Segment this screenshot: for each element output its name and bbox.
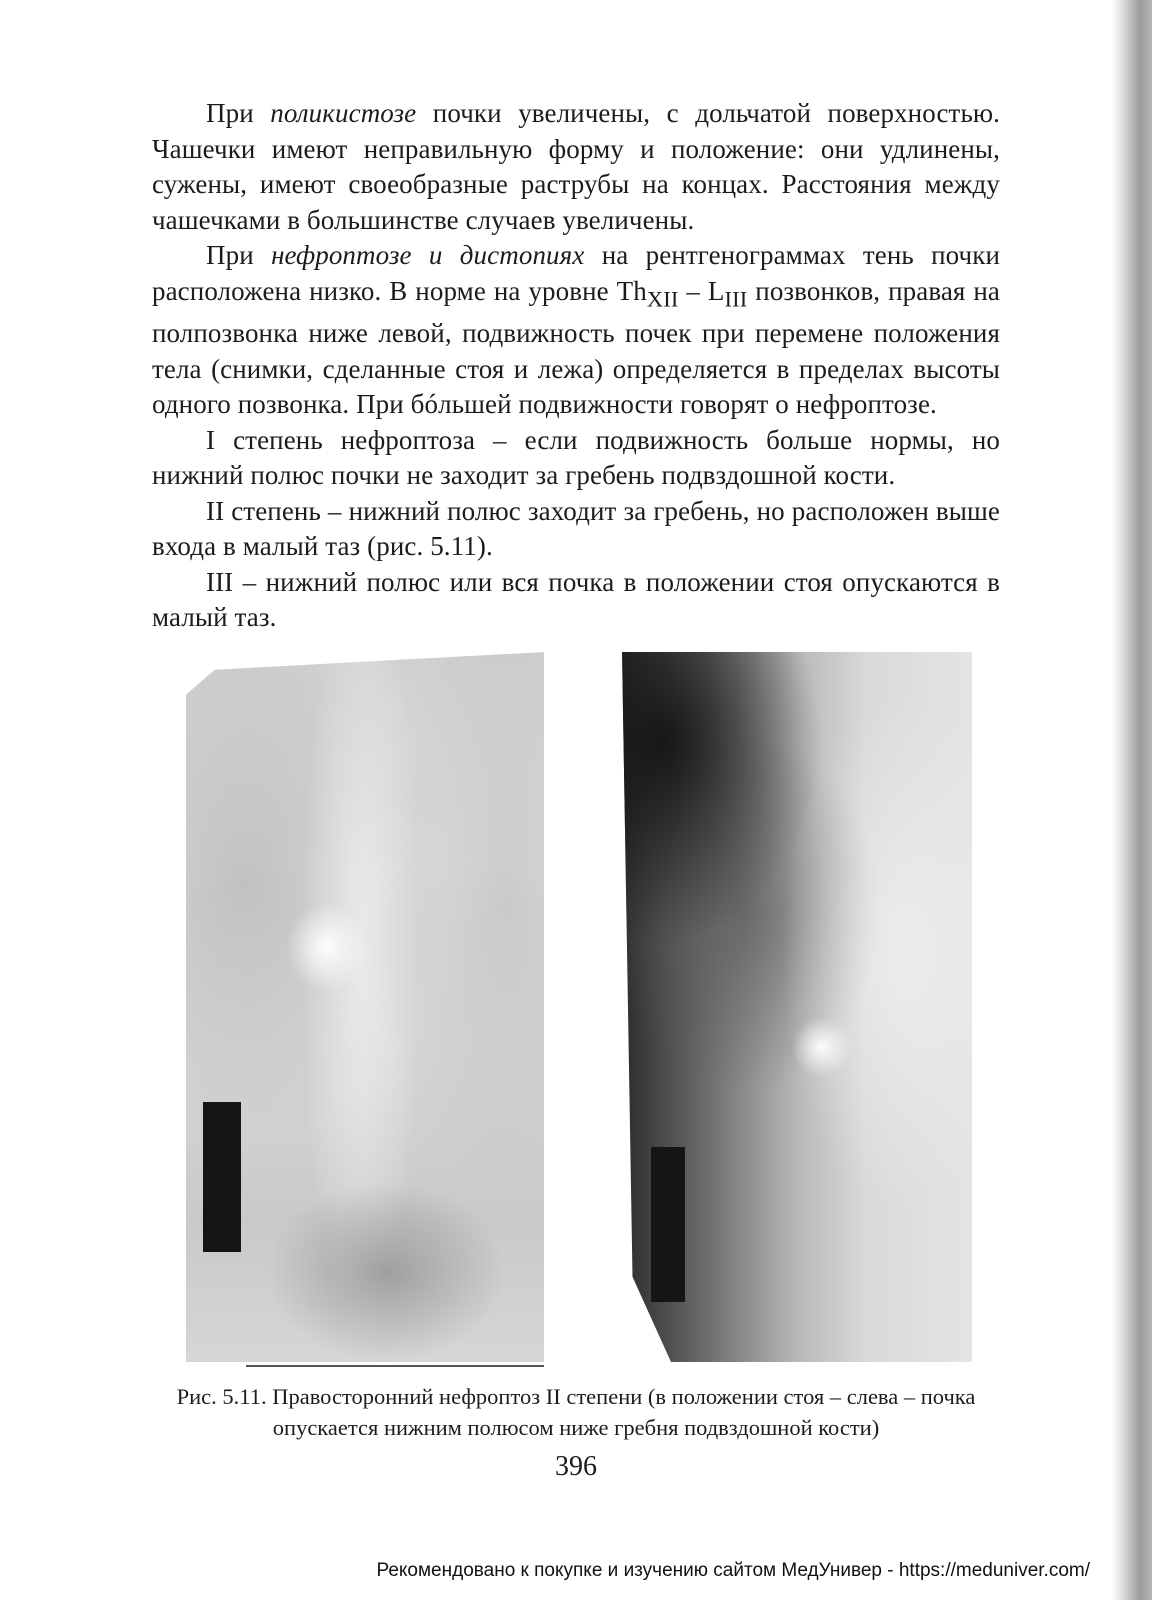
italic-term: нефроптозе и дистопиях	[271, 240, 585, 270]
film-marker	[651, 1147, 685, 1302]
italic-term: поликистозе	[270, 98, 417, 128]
vertebra-subscript: III	[724, 285, 748, 311]
paragraph-degree-3: III – нижний полюс или вся почка в положении стоя опускаются в малый таз.	[152, 566, 1000, 633]
paragraph-polycystosis	[152, 96, 1000, 238]
paragraph-rest: почки увеличены, с дольчатой поверхностью. Чашечки имеют неправильную форму и положение: они удлинены, сужены, имеют своеобразные раструбы на концах. Расстояния между чашечками в большинстве случаев увеличены.	[152, 98, 1000, 235]
figure-5-11	[186, 652, 986, 1372]
footer-recommendation: Рекомендовано к покупке и изучению сайтом МедУнивер - https://meduniver.com/	[376, 1560, 1090, 1581]
figure-caption: Рис. 5.11. Правосторонний нефроптоз II степени (в положении стоя – слева – почка опускается нижним полюсом ниже гребня подвздошной кости)	[176, 1384, 976, 1440]
film-marker	[203, 1102, 241, 1252]
paragraph-lead: При	[206, 240, 272, 270]
paragraph-lead: При	[206, 98, 271, 128]
paragraph-rest: на рентгенограммах тень почки расположена низко. В норме на уровне Th	[152, 240, 1000, 306]
xray-image-standing	[186, 652, 544, 1362]
figure-rule	[246, 1365, 544, 1367]
paragraph-degree-1: I степень нефроптоза – если подвижность больше нормы, но нижний полюс почки не заходит за гребень подвздошной кости.	[152, 424, 1000, 491]
body-text	[152, 96, 1000, 636]
page-number: 396	[555, 1451, 597, 1482]
paragraph-nephroptosis	[152, 238, 1000, 423]
scan-edge-shadow	[1112, 0, 1152, 1600]
paragraph-rest: позвонков, правая на полпозвонка ниже левой, подвижность почек при перемене положения тела (снимки, сделанные стоя и лежа) определяется в пределах высоты одного позвонка. При бóльшей подвижности говорят о нефроптозе.	[152, 275, 1000, 420]
paragraph-dash: – L	[678, 275, 725, 306]
paragraph-degree-2: II степень – нижний полюс заходит за гребень, но расположен выше входа в малый таз (рис. 5.11).	[152, 495, 1000, 562]
vertebra-subscript: XII	[646, 285, 679, 311]
